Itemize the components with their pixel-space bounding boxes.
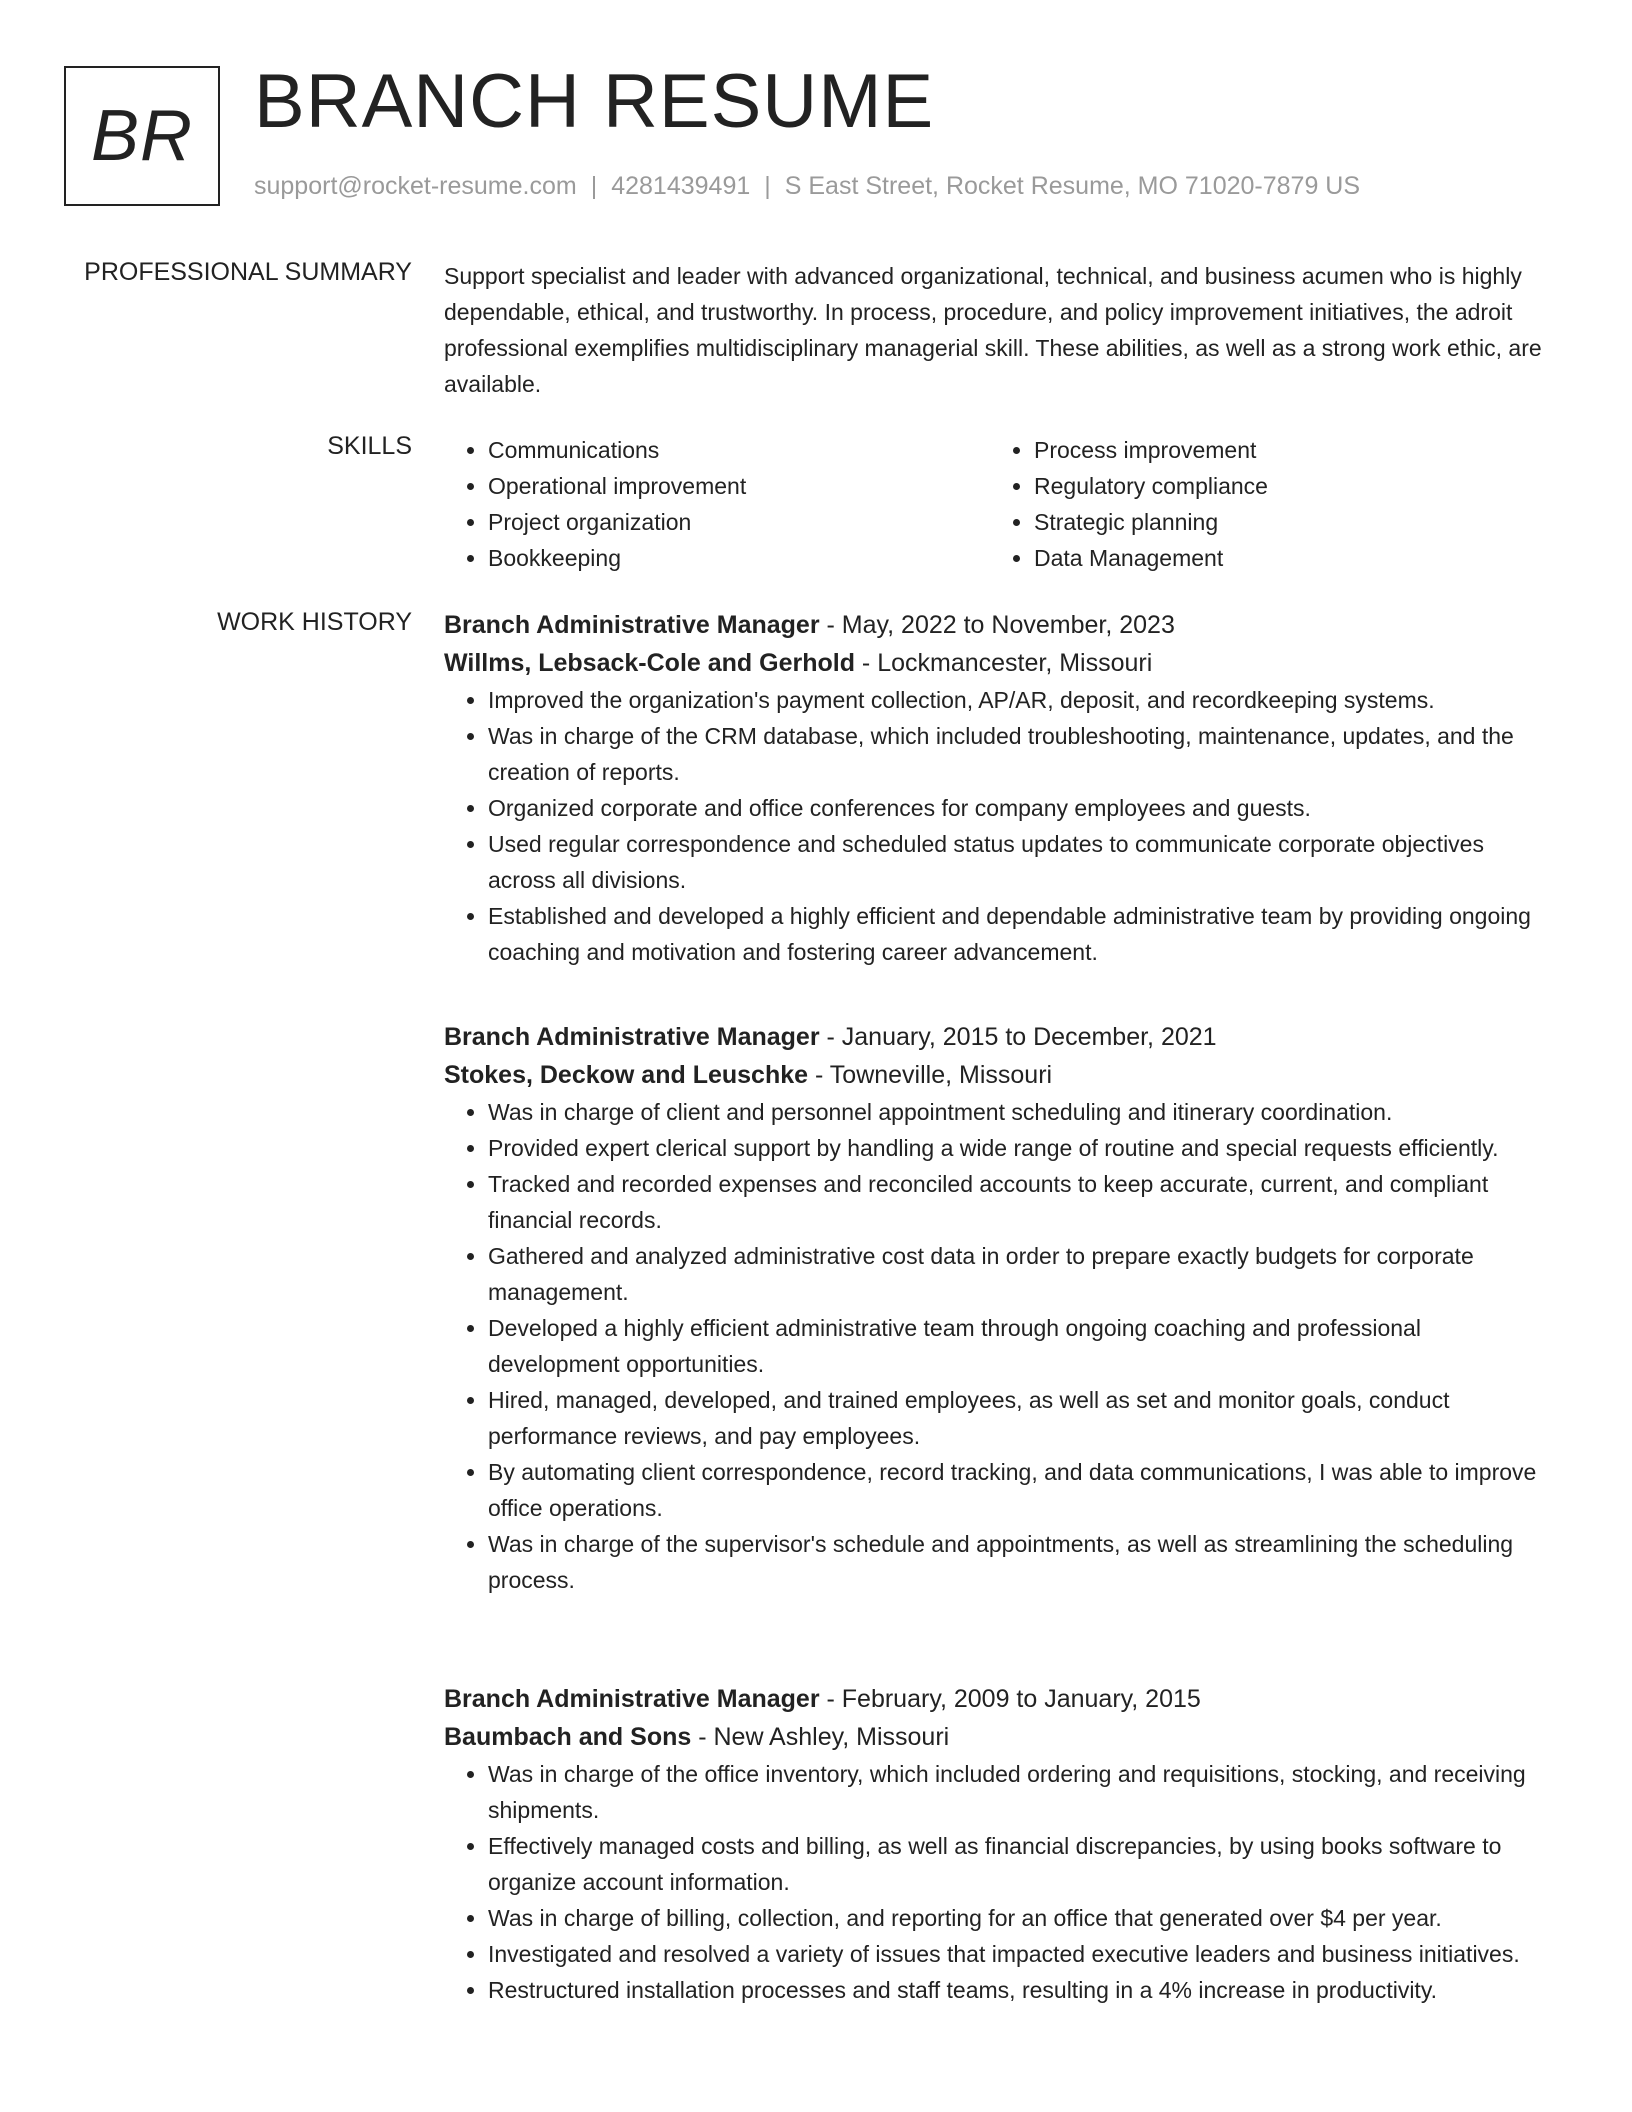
- job-bullet: • Was in charge of the office inventory, which included ordering and requisitions, stocking, and receiving shipments.: [488, 1756, 1554, 1828]
- skill-item: • Bookkeeping: [488, 540, 990, 576]
- contact-address: S East Street, Rocket Resume, MO 71020-7879 US: [784, 172, 1361, 200]
- job-bullet: • Was in charge of the supervisor's schedule and appointments, as well as streamlining the scheduling process.: [488, 1526, 1554, 1598]
- job-dates: - January, 2015 to December, 2021: [819, 1023, 1217, 1051]
- contact-email: support@rocket-resume.com: [254, 172, 577, 200]
- job-dates: - May, 2022 to November, 2023: [819, 611, 1175, 639]
- summary-heading: PROFESSIONAL SUMMARY: [84, 258, 412, 286]
- job-bullet: • By automating client correspondence, record tracking, and data communications, I was able to improve office operations.: [488, 1454, 1554, 1526]
- job-bullet: • Established and developed a highly efficient and dependable administrative team by providing ongoing coaching and motivation and fostering career advancement.: [488, 898, 1554, 970]
- job-entry: [444, 606, 1554, 970]
- skills-list-right: [990, 432, 1536, 576]
- job-dates: - February, 2009 to January, 2015: [819, 1685, 1201, 1713]
- job-location: - New Ashley, Missouri: [691, 1723, 950, 1751]
- job-bullet: • Effectively managed costs and billing, as well as financial discrepancies, by using books software to organize account information.: [488, 1828, 1554, 1900]
- skills-grid: [444, 432, 1554, 576]
- job-title: Branch Administrative Manager: [444, 1023, 820, 1051]
- job-bullets: [444, 682, 1554, 970]
- skill-item: • Operational improvement: [488, 468, 990, 504]
- skill-item: • Communications: [488, 432, 990, 468]
- monogram-box: [64, 66, 220, 206]
- job-bullet: • Hired, managed, developed, and trained employees, as well as set and monitor goals, conduct performance reviews, and pay employees.: [488, 1382, 1554, 1454]
- job-bullet: • Developed a highly efficient administrative team through ongoing coaching and professional development opportunities.: [488, 1310, 1554, 1382]
- job-company: Stokes, Deckow and Leuschke: [444, 1061, 809, 1089]
- skill-item: • Regulatory compliance: [1034, 468, 1536, 504]
- job-bullets: [444, 1094, 1554, 1598]
- job-bullet: • Was in charge of the CRM database, which included troubleshooting, maintenance, updates, and the creation of reports.: [488, 718, 1554, 790]
- job-company-line: [444, 1718, 1554, 1756]
- contact-separator: |: [590, 172, 598, 200]
- job-bullet: • Restructured installation processes and staff teams, resulting in a 4% increase in productivity.: [488, 1972, 1554, 2008]
- job-company-line: [444, 644, 1554, 682]
- resume-name: BRANCH RESUME: [254, 59, 935, 144]
- summary-section: [444, 258, 1554, 402]
- job-bullets: [444, 1756, 1554, 2008]
- summary-text: Support specialist and leader with advanced organizational, technical, and business acumen who is highly dependable, ethical, and trustworthy. In process, procedure, and policy improvement initiatives, the adroit professional exemplifies multidisciplinary managerial skill. These abilities, as well as a strong work ethic, are available.: [444, 263, 1542, 397]
- job-bullet: • Improved the organization's payment collection, AP/AR, deposit, and recordkeeping systems.: [488, 682, 1554, 718]
- job-location: - Towneville, Missouri: [808, 1061, 1053, 1089]
- skills-section: [444, 432, 1554, 576]
- job-title-line: [444, 1018, 1554, 1056]
- skills-heading: SKILLS: [327, 432, 412, 460]
- job-company: Willms, Lebsack-Cole and Gerhold: [444, 649, 855, 677]
- skills-list-left: [444, 432, 990, 576]
- job-bullet: • Gathered and analyzed administrative cost data in order to prepare exactly budgets for corporate management.: [488, 1238, 1554, 1310]
- job-bullet: • Was in charge of client and personnel appointment scheduling and itinerary coordination.: [488, 1094, 1554, 1130]
- work-history-heading: WORK HISTORY: [217, 608, 412, 636]
- job-location: - Lockmancester, Missouri: [854, 649, 1153, 677]
- job-entry: [444, 1018, 1554, 1598]
- job-bullet: • Was in charge of billing, collection, and reporting for an office that generated over $4 per year.: [488, 1900, 1554, 1936]
- skill-item: • Project organization: [488, 504, 990, 540]
- contact-phone: 4281439491: [611, 172, 751, 200]
- job-entry: [444, 1680, 1554, 2008]
- job-bullet: • Investigated and resolved a variety of issues that impacted executive leaders and business initiatives.: [488, 1936, 1554, 1972]
- job-company: Baumbach and Sons: [444, 1723, 692, 1751]
- contact-line: [254, 172, 1360, 201]
- job-bullet: • Used regular correspondence and scheduled status updates to communicate corporate objectives across all divisions.: [488, 826, 1554, 898]
- job-company-line: [444, 1056, 1554, 1094]
- job-bullet: • Provided expert clerical support by handling a wide range of routine and special requests efficiently.: [488, 1130, 1554, 1166]
- job-title: Branch Administrative Manager: [444, 611, 820, 639]
- skill-item: • Data Management: [1034, 540, 1536, 576]
- job-bullet: • Tracked and recorded expenses and reconciled accounts to keep accurate, current, and compliant financial records.: [488, 1166, 1554, 1238]
- job-title-line: [444, 1680, 1554, 1718]
- skill-item: • Process improvement: [1034, 432, 1536, 468]
- job-title: Branch Administrative Manager: [444, 1685, 820, 1713]
- monogram-initials: BR: [90, 96, 194, 176]
- job-title-line: [444, 606, 1554, 644]
- contact-separator: |: [764, 172, 771, 200]
- skill-item: • Strategic planning: [1034, 504, 1536, 540]
- job-bullet: • Organized corporate and office conferences for company employees and guests.: [488, 790, 1554, 826]
